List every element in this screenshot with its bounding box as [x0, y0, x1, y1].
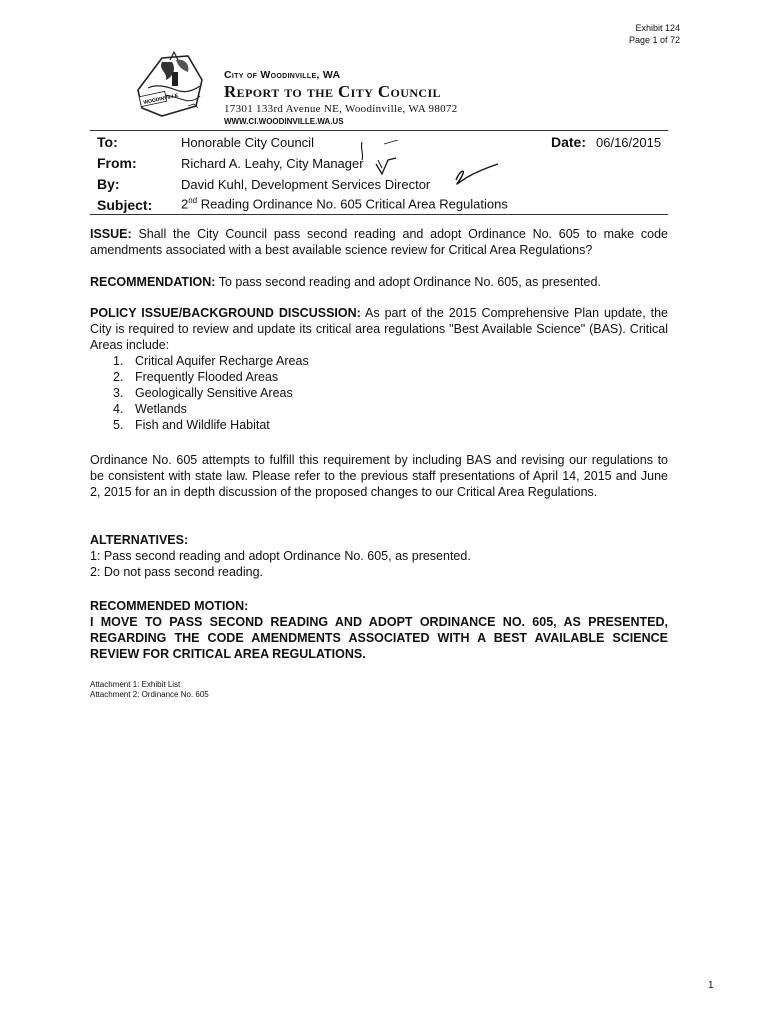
from-value: Richard A. Leahy, City Manager	[181, 156, 364, 171]
list-item	[113, 353, 309, 369]
list-number: 3.	[113, 386, 124, 400]
alternative-item: 1: Pass second reading and adopt Ordinance No. 605, as presented.	[90, 549, 471, 563]
subject-ordinal: 2	[181, 196, 189, 212]
subject-text: Reading Ordinance No. 605 Critical Area Regulations	[197, 196, 508, 212]
list-text: Geologically Sensitive Areas	[135, 386, 293, 400]
recommendation-text: To pass second reading and adopt Ordinance No. 605, as presented.	[215, 275, 601, 289]
list-number: 2.	[113, 370, 124, 384]
director-initials-signature	[450, 160, 502, 190]
list-text: Wetlands	[135, 402, 187, 416]
exhibit-number: Exhibit 124	[635, 23, 680, 33]
list-text: Frequently Flooded Areas	[135, 370, 279, 384]
header-rule-bottom	[90, 214, 668, 215]
date-value: 06/16/2015	[596, 135, 662, 150]
issue-section	[90, 226, 668, 258]
date-label: Date:	[551, 134, 587, 150]
subject-sup: nd	[188, 196, 198, 205]
motion-text: I MOVE TO PASS SECOND READING AND ADOPT ORDINANCE NO. 605, AS PRESENTED, REGARDING THE CODE AMENDMENTS ASSOCIATED WITH A BEST AVAILABLE SCIENCE REVIEW FOR CRITICAL AREA REGULATIONS.	[90, 615, 668, 661]
list-number: 1.	[113, 354, 124, 368]
list-item	[113, 369, 309, 385]
exhibit-page: Page 1 of 72	[628, 35, 680, 45]
alternative-item: 2: Do not pass second reading.	[90, 565, 264, 579]
issue-text: Shall the City Council pass second reading and adopt Ordinance No. 605 to make code amendments associated with a best available science review for Critical Area Regulations?	[90, 227, 668, 257]
list-text: Critical Aquifer Recharge Areas	[135, 354, 309, 368]
attachment-item: Attachment 2: Ordinance No. 605	[90, 690, 209, 699]
critical-areas-list	[113, 353, 309, 433]
exhibit-stamp	[629, 22, 680, 46]
policy-text: As part of the 2015 Comprehensive Plan update, the City is required to review and update its critical area regulations "Best Available Science" (BAS). Critical Areas include:	[90, 306, 668, 352]
to-value: Honorable City Council	[181, 135, 314, 150]
page-number: 1	[708, 980, 714, 991]
issue-label: ISSUE:	[90, 227, 132, 241]
subject-value	[181, 196, 508, 211]
from-label: From:	[97, 155, 137, 171]
by-label: By:	[97, 176, 120, 192]
by-value: David Kuhl, Development Services Director	[181, 177, 431, 192]
policy-followup: Ordinance No. 605 attempts to fulfill this requirement by including BAS and revising our regulations to be consistent with state law. Please refer to the previous staff presentations of April 14, 2015 and June 2, 2015 for an in depth discussion of the proposed changes to our Critical Area Regulations.	[90, 453, 668, 499]
recommendation-label: RECOMMENDATION:	[90, 275, 216, 289]
list-item	[113, 401, 309, 417]
motion-label: RECOMMENDED MOTION:	[90, 599, 249, 613]
logo-text: WOODINVILLE	[143, 92, 179, 106]
list-item	[113, 385, 309, 401]
list-number: 4.	[113, 402, 124, 416]
attachments-list	[90, 680, 209, 700]
org-name: City of Woodinville, WA	[224, 69, 341, 81]
policy-section	[90, 305, 668, 353]
list-text: Fish and Wildlife Habitat	[135, 418, 270, 432]
to-label: To:	[97, 134, 118, 150]
subject-label: Subject:	[97, 197, 153, 213]
org-website: WWW.CI.WOODINVILLE.WA.US	[224, 117, 344, 126]
motion-section	[90, 598, 668, 662]
org-address: 17301 133rd Avenue NE, Woodinville, WA 98072	[224, 103, 458, 115]
alternatives-label: ALTERNATIVES:	[90, 533, 189, 547]
header-rule-top	[90, 130, 668, 131]
alternatives-section	[90, 532, 668, 580]
list-number: 5.	[113, 418, 124, 432]
attachment-item: Attachment 1: Exhibit List	[90, 680, 181, 689]
recommendation-section	[90, 274, 668, 290]
manager-initials-signature	[358, 140, 408, 180]
report-title: Report to the City Council	[224, 82, 441, 101]
city-seal-logo	[132, 50, 216, 122]
list-item	[113, 417, 309, 433]
policy-label: POLICY ISSUE/BACKGROUND DISCUSSION:	[90, 306, 361, 320]
